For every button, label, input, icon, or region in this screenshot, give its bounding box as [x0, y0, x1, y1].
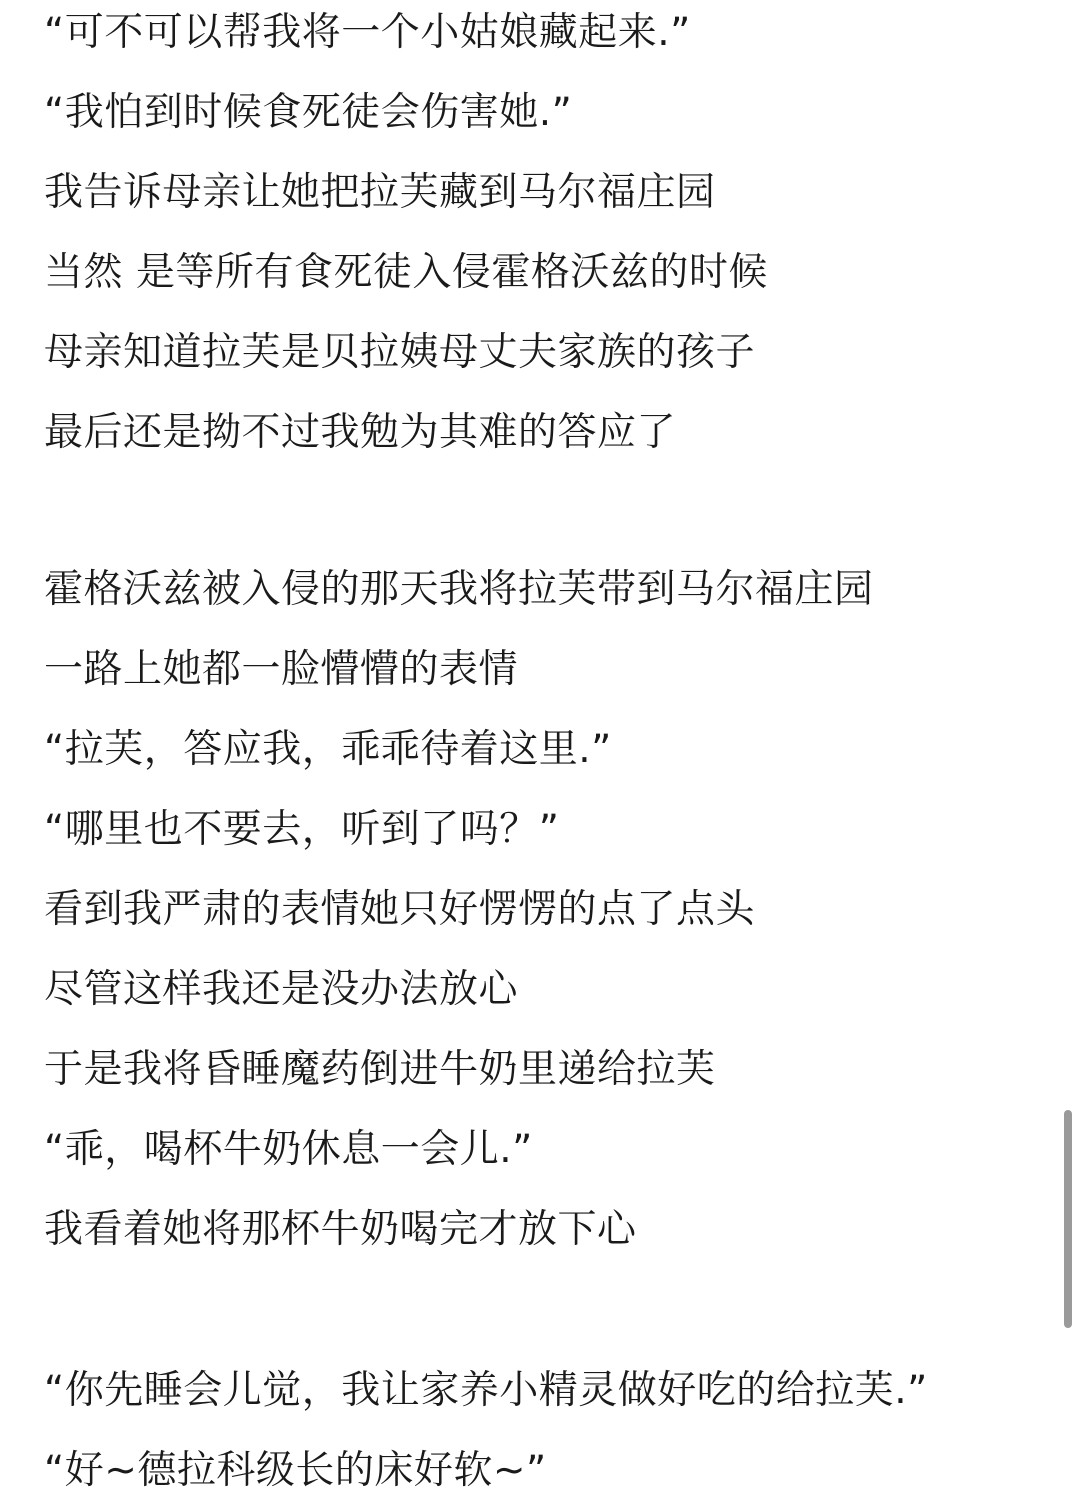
text-line: 于是我将昏睡魔药倒进牛奶里递给拉芙 [44, 1047, 716, 1092]
text-line: 尽管这样我还是没办法放心 [44, 967, 519, 1012]
text-line: “好~德拉科级长的床好软~” [44, 1448, 547, 1493]
text-line: 一路上她都一脸懵懵的表情 [44, 647, 519, 692]
text-line: 母亲知道拉芙是贝拉姨母丈夫家族的孩子 [44, 330, 756, 375]
vertical-scrollbar[interactable] [1064, 0, 1072, 1501]
scrollbar-thumb[interactable] [1064, 1110, 1072, 1328]
text-line: 我告诉母亲让她把拉芙藏到马尔福庄园 [44, 170, 716, 215]
text-line: 看到我严肃的表情她只好愣愣的点了点头 [44, 887, 756, 932]
text-line: 最后还是拗不过我勉为其难的答应了 [44, 410, 677, 455]
text-line: 当然 是等所有食死徒入侵霍格沃兹的时候 [44, 250, 768, 295]
text-line: “乖，喝杯牛奶休息一会儿.” [44, 1127, 533, 1172]
text-line: 我看着她将那杯牛奶喝完才放下心 [44, 1207, 637, 1252]
text-line: “我怕到时候食死徒会伤害她.” [44, 90, 573, 135]
text-line: “可不可以帮我将一个小姑娘藏起来.” [44, 10, 691, 55]
paragraph-1 [44, 0, 768, 473]
paragraph-2 [44, 550, 874, 1270]
text-line: “拉芙，答应我，乖乖待着这里.” [44, 727, 612, 772]
paragraph-3 [44, 1351, 928, 1511]
text-line: 霍格沃兹被入侵的那天我将拉芙带到马尔福庄园 [44, 567, 874, 612]
text-line: “你先睡会儿觉，我让家养小精灵做好吃的给拉芙.” [44, 1368, 928, 1413]
text-line: “哪里也不要去，听到了吗？” [44, 807, 560, 852]
